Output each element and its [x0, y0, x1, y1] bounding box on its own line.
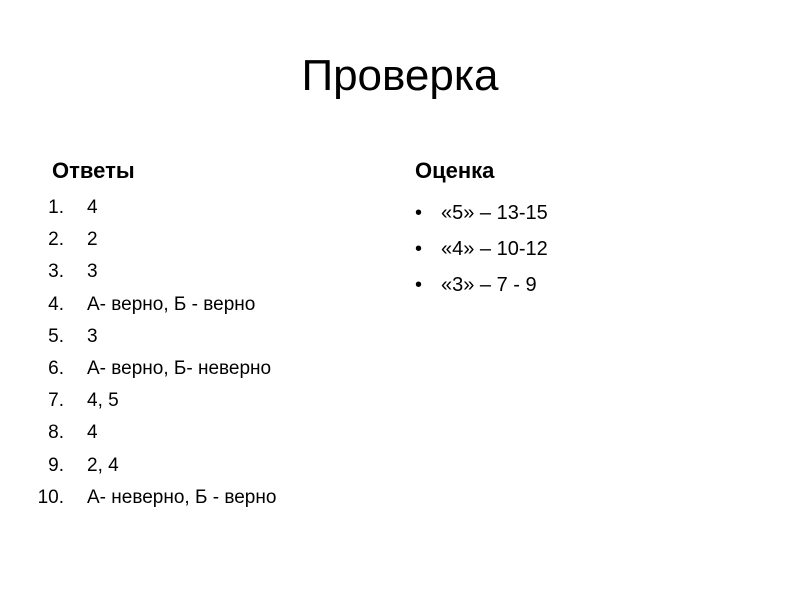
answer-text: 2, 4 [87, 454, 119, 476]
answer-number: 3. [48, 261, 64, 283]
answer-text: 4, 5 [87, 390, 119, 412]
answer-item [0, 192, 400, 224]
answer-text: А- неверно, Б - верно [87, 486, 277, 508]
answer-number: 7. [48, 390, 64, 412]
answer-text: 3 [87, 261, 98, 283]
grade-text: «3» – 7 - 9 [441, 274, 537, 296]
grade-text: «5» – 13-15 [441, 202, 548, 224]
answer-text: 3 [87, 325, 98, 347]
answer-item [0, 321, 400, 353]
answer-number: 2. [48, 229, 64, 251]
grades-heading: Оценка [415, 158, 495, 183]
answer-number: 4. [48, 293, 64, 315]
answer-item [0, 353, 400, 385]
bullet-icon: • [415, 274, 423, 296]
answer-text: 4 [87, 422, 98, 444]
grade-item [415, 195, 775, 231]
bullet-icon: • [415, 202, 423, 224]
answer-number: 6. [48, 357, 64, 379]
bullet-icon: • [415, 238, 423, 260]
answer-number: 5. [48, 325, 64, 347]
grades-list [415, 195, 775, 303]
answers-heading: Ответы [52, 158, 135, 183]
answer-item [0, 289, 400, 321]
answer-item [0, 417, 400, 449]
answer-item [0, 450, 400, 482]
answer-number: 1. [48, 197, 64, 218]
answer-number: 9. [48, 454, 64, 476]
answer-item [0, 385, 400, 417]
answer-item [0, 224, 400, 256]
answer-text: 4 [87, 197, 98, 218]
answer-number: 8. [48, 422, 64, 444]
answer-text: 2 [87, 229, 98, 251]
grade-item [415, 231, 775, 267]
answer-item [0, 482, 400, 514]
answer-text: А- верно, Б - верно [87, 293, 256, 315]
grade-text: «4» – 10-12 [441, 238, 548, 260]
answer-text: А- верно, Б- неверно [87, 357, 272, 379]
answers-list [0, 192, 400, 514]
grade-item [415, 267, 775, 303]
slide-title: Проверка [301, 51, 499, 100]
answer-item [0, 256, 400, 288]
answer-number: 10. [37, 486, 64, 508]
